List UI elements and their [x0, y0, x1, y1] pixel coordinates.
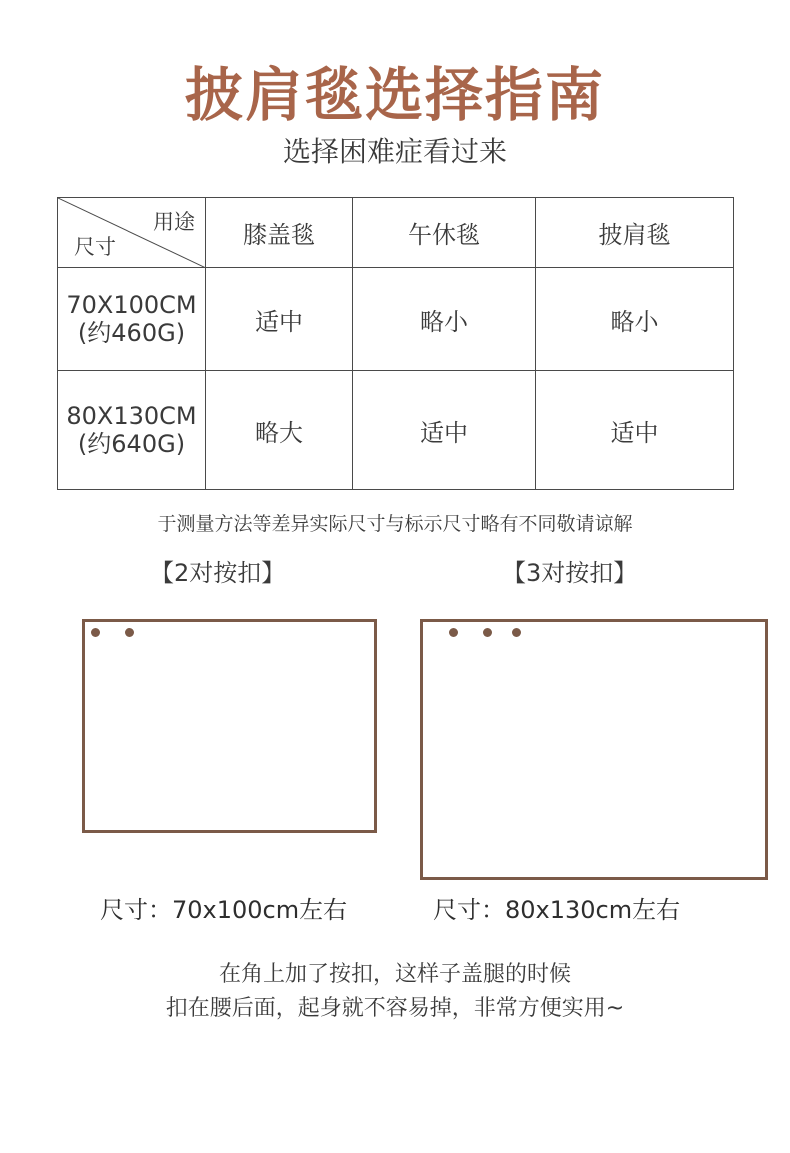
row-size-weight: (约640G) [77, 430, 186, 458]
two-button-label: 【2对按扣】 [150, 559, 286, 587]
description-line-1: 在角上加了按扣，这样子盖腿的时候 [218, 962, 571, 987]
description-line-2: 扣在腰后面，起身就不容易掉，非常方便实用~ [165, 996, 625, 1021]
row-size-dimension: 80X130CM [66, 402, 197, 430]
column-header-nap-blanket: 午休毯 [353, 198, 536, 268]
corner-usage-label: 用途 [153, 210, 195, 234]
row-size-dimension: 70X100CM [66, 291, 197, 319]
snap-button-dot [449, 628, 458, 637]
column-header-shawl-blanket: 披肩毯 [536, 198, 734, 268]
table-cell: 适中 [206, 268, 353, 371]
table-cell: 适中 [536, 371, 734, 490]
column-header-knee-blanket: 膝盖毯 [206, 198, 353, 268]
page-subtitle: 选择困难症看过来 [282, 135, 507, 168]
table-cell: 略大 [206, 371, 353, 490]
snap-button-dot [512, 628, 521, 637]
table-row [58, 268, 734, 371]
small-size-caption: 尺寸：70x100cm左右 [100, 896, 348, 924]
table-cell: 略小 [536, 268, 734, 371]
size-guide-table [57, 197, 734, 490]
corner-size-label: 尺寸 [74, 235, 116, 259]
snap-button-dot [125, 628, 134, 637]
blanket-diagram-large [420, 619, 768, 880]
table-row [58, 371, 734, 490]
snap-button-dot [91, 628, 100, 637]
snap-button-dot [483, 628, 492, 637]
three-button-label: 【3对按扣】 [502, 559, 638, 587]
row-size-cell [58, 268, 206, 371]
table-header-row [58, 198, 734, 268]
table-cell: 略小 [353, 268, 536, 371]
row-size-weight: (约460G) [77, 319, 186, 347]
blanket-diagram-small [82, 619, 377, 833]
row-size-cell [58, 371, 206, 490]
large-size-caption: 尺寸：80x130cm左右 [433, 896, 681, 924]
table-corner-cell [58, 198, 206, 268]
page-title: 披肩毯选择指南 [184, 61, 605, 129]
measurement-note: 于测量方法等差异实际尺寸与标示尺寸略有不同敬请谅解 [157, 513, 633, 535]
table-cell: 适中 [353, 371, 536, 490]
